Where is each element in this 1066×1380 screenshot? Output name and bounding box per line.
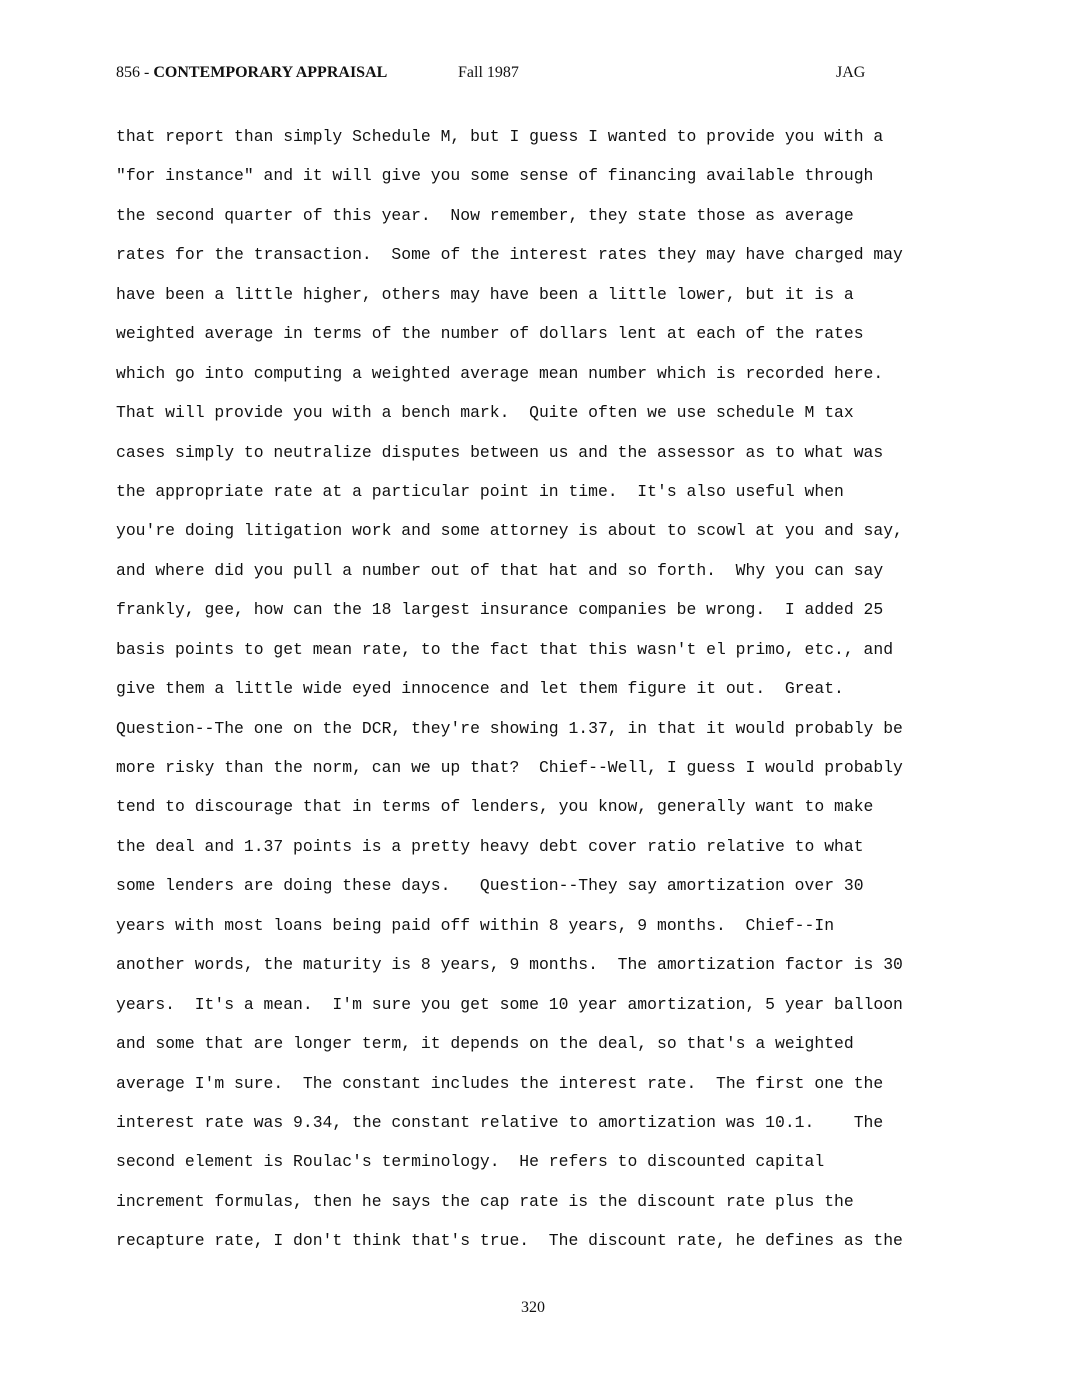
text-line: weighted average in terms of the number of dollars lent at each of the rates bbox=[116, 324, 864, 344]
text-line: the appropriate rate at a particular point in time. It's also useful when bbox=[116, 481, 844, 501]
text-line: cases simply to neutralize disputes between us and the assessor as to what was bbox=[116, 442, 884, 462]
text-line: rates for the transaction. Some of the interest rates they may have charged may bbox=[116, 245, 903, 265]
text-line: that report than simply Schedule M, but I guess I wanted to provide you with a bbox=[116, 127, 884, 146]
text-line: the deal and 1.37 points is a pretty heavy debt cover ratio relative to what bbox=[116, 836, 864, 856]
text-line: years with most loans being paid off within 8 years, 9 months. Chief--In bbox=[116, 915, 835, 935]
text-line: some lenders are doing these days. Question--They say amortization over 30 bbox=[116, 876, 864, 896]
author-initials: JAG bbox=[836, 64, 866, 81]
text-line: the second quarter of this year. Now remember, they state those as average bbox=[116, 205, 854, 225]
text-line: another words, the maturity is 8 years, 9 months. The amortization factor is 30 bbox=[116, 955, 903, 975]
text-line: "for instance" and it will give you some sense of financing available through bbox=[116, 166, 874, 186]
text-line: more risky than the norm, can we up that? Chief--Well, I guess I would probably bbox=[116, 758, 903, 777]
text-line: which go into computing a weighted average mean number which is recorded here. bbox=[116, 363, 884, 383]
text-line: have been a little higher, others may have been a little lower, but it is a bbox=[116, 284, 854, 304]
text-line: recapture rate, I don't think that's true. The discount rate, he defines as the bbox=[116, 1231, 903, 1251]
text-line: Question--The one on the DCR, they're showing 1.37, in that it would probably be bbox=[116, 718, 903, 738]
text-line: and some that are longer term, it depends on the deal, so that's a weighted bbox=[116, 1034, 854, 1054]
course-heading bbox=[116, 62, 387, 84]
text-line: interest rate was 9.34, the constant relative to amortization was 10.1. The bbox=[116, 1112, 884, 1132]
text-line: second element is Roulac's terminology. He refers to discounted capital bbox=[116, 1152, 825, 1172]
transcript-body bbox=[116, 117, 976, 1261]
text-line: give them a little wide eyed innocence and let them figure it out. Great. bbox=[116, 679, 844, 699]
page-number: 320 bbox=[521, 1299, 545, 1316]
course-title: CONTEMPORARY APPRAISAL bbox=[153, 64, 388, 81]
text-line: you're doing litigation work and some attorney is about to scowl at you and say, bbox=[116, 521, 903, 541]
text-line: That will provide you with a bench mark. Quite often we use schedule M tax bbox=[116, 403, 854, 423]
text-line: increment formulas, then he says the cap rate is the discount rate plus the bbox=[116, 1191, 854, 1211]
running-header bbox=[116, 62, 876, 86]
text-line: frankly, gee, how can the 18 largest insurance companies be wrong. I added 25 bbox=[116, 600, 884, 620]
text-line: basis points to get mean rate, to the fact that this wasn't el primo, etc., and bbox=[116, 639, 894, 659]
text-line: years. It's a mean. I'm sure you get some 10 year amortization, 5 year balloon bbox=[116, 994, 903, 1014]
text-line: average I'm sure. The constant includes the interest rate. The first one the bbox=[116, 1073, 884, 1093]
text-line: tend to discourage that in terms of lenders, you know, generally want to make bbox=[116, 797, 874, 817]
course-number: 856 - bbox=[116, 64, 154, 81]
text-line: and where did you pull a number out of that hat and so forth. Why you can say bbox=[116, 560, 884, 580]
term-label: Fall 1987 bbox=[458, 64, 519, 81]
